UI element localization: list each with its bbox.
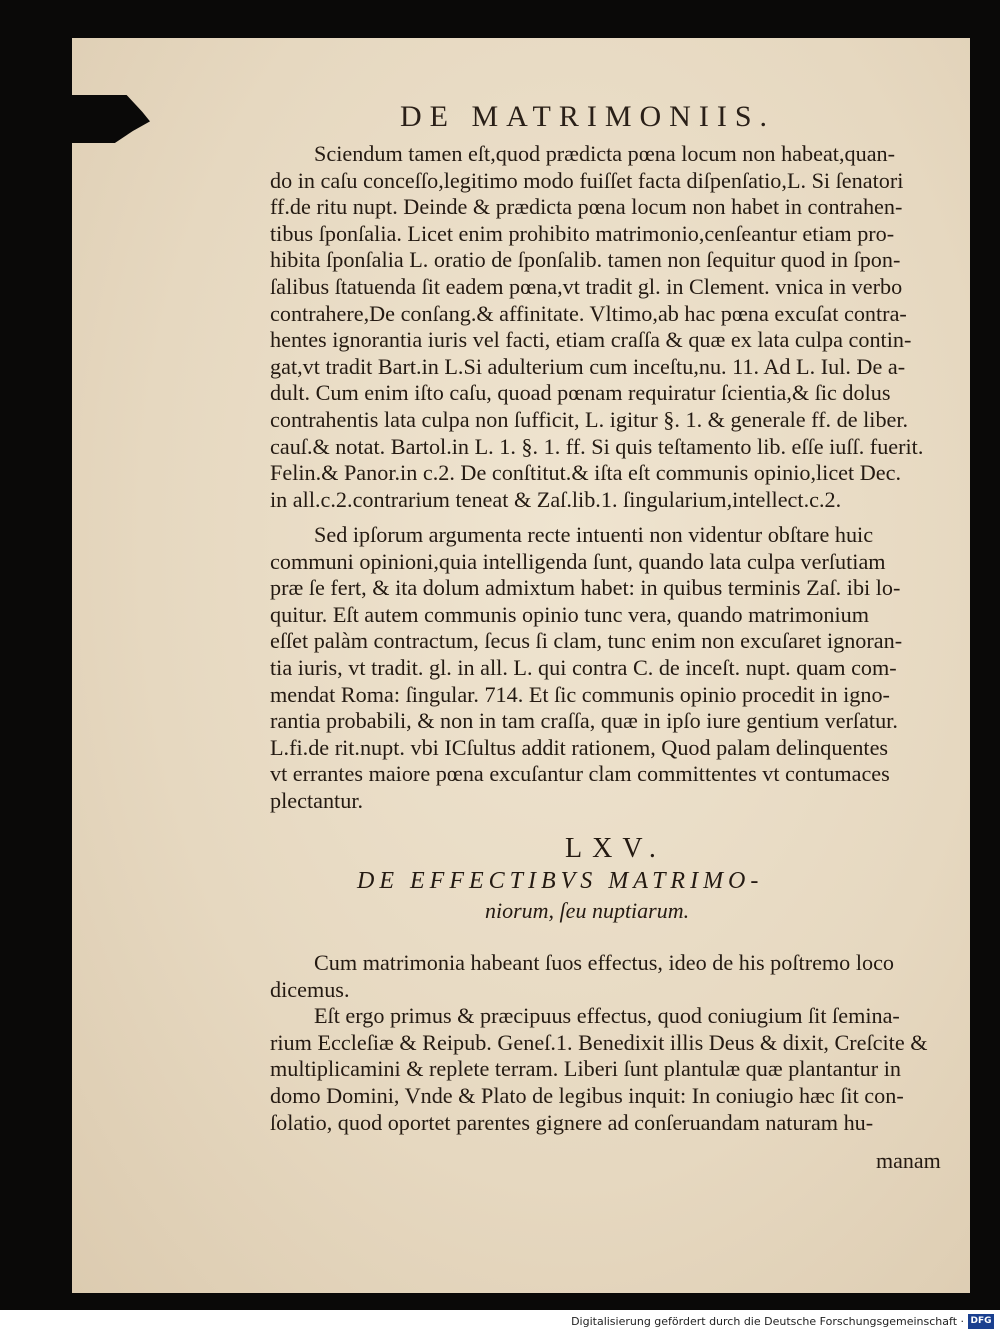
text-line: multiplicamini & replete terram. Liberi ſunt plantulæ quæ plantantur in bbox=[270, 1056, 901, 1082]
paragraph-3 bbox=[270, 950, 960, 1136]
text-line: communi opinioni,quia intelligenda ſunt, quando lata culpa verſutiam bbox=[270, 548, 886, 574]
text-line: mendat Roma: ſingular. 714. Et ſic communis opinio procedit in igno- bbox=[270, 681, 890, 707]
text-line: rantia probabili, & non in tam craſſa, quæ in ipſo iure gentium verſatur. bbox=[270, 708, 898, 734]
text-line: in all.c.2.contrarium teneat & Zaſ.lib.1. ſingularium,intellect.c.2. bbox=[270, 486, 842, 512]
text-line: plectantur. bbox=[270, 787, 364, 813]
chapter-title: DE EFFECTIBVS MATRIMO- bbox=[357, 868, 764, 894]
text-line: dult. Cum enim iſto caſu, quoad pœnam requiratur ſcientia,& ſic dolus bbox=[270, 380, 891, 406]
paragraph-2 bbox=[270, 522, 960, 815]
text-line: L.fi.de rit.nupt. vbi ICſultus addit rationem, Quod palam delinquentes bbox=[270, 734, 889, 760]
text-line: Felin.& Panor.in c.2. De conſtitut.& iſta eſt communis opinio,licet Dec. bbox=[270, 460, 902, 486]
paragraph-1 bbox=[270, 141, 960, 513]
catchword: manam bbox=[876, 1148, 941, 1173]
text-line: Eſt ergo primus & præcipuus effectus, quod coniugium ſit ſemina- bbox=[314, 1003, 900, 1029]
text-line: tibus ſponſalia. Licet enim prohibito matrimonio,cenſeantur etiam pro- bbox=[270, 220, 895, 246]
running-head: DE MATRIMONIIS. bbox=[400, 100, 775, 133]
text-line: cauſ.& notat. Bartol.in L. 1. §. 1. ff. Si quis teſtamento lib. eſſe iuſſ. fuerit. bbox=[270, 433, 924, 459]
dfg-logo: DFG bbox=[968, 1314, 994, 1329]
text-line: ſolatio, quod oportet parentes gignere ad conſeruandam naturam hu- bbox=[270, 1109, 874, 1135]
text-line: do in caſu conceſſo,legitimo modo fuiſſet facta diſpenſatio,L. Si ſenatori bbox=[270, 167, 904, 193]
footer-credit: Digitalisierung gefördert durch die Deutsche Forschungsgemeinschaft · bbox=[571, 1315, 964, 1328]
text-line: contrahentis lata culpa non ſufficit, L. igitur §. 1. & generale ff. de liber. bbox=[270, 406, 909, 432]
text-line: vt errantes maiore pœna excuſantur clam committentes vt contumaces bbox=[270, 761, 890, 787]
text-line: ff.de ritu nupt. Deinde & prædicta pœna locum non habet in contrahen- bbox=[270, 194, 903, 220]
text-line: eſſet palàm contractum, ſecus ſi clam, tunc enim non excuſaret ignoran- bbox=[270, 628, 903, 654]
text-line: Cum matrimonia habeant ſuos effectus, ideo de his poſtremo loco bbox=[314, 950, 895, 975]
text-line: hentes ignorantia iuris vel facti, etiam craſſa & quæ ex lata culpa contin- bbox=[270, 327, 912, 353]
text-line: quitur. Eſt autem communis opinio tunc vera, quando matrimonium bbox=[270, 601, 869, 627]
chapter-number: LXV. bbox=[565, 833, 666, 864]
footer-bar bbox=[0, 1310, 1000, 1335]
text-line: Sciendum tamen eſt,quod prædicta pœna locum non habeat,quan- bbox=[314, 141, 896, 166]
text-line: domo Domini, Vnde & Plato de legibus inquit: In coniugio hæc ſit con- bbox=[270, 1082, 904, 1108]
text-line: Sed ipſorum argumenta recte intuenti non videntur obſtare huic bbox=[314, 522, 874, 547]
text-line: gat,vt tradit Bart.in L.Si adulterium cum inceſtu,nu. 11. Ad L. Iul. De a- bbox=[270, 353, 906, 379]
text-line: tia iuris, vt tradit. gl. in all. L. qui contra C. de inceſt. nupt. quam com- bbox=[270, 654, 897, 680]
text-line: rium Eccleſiæ & Reipub. Geneſ.1. Benedixit illis Deus & dixit, Creſcite & bbox=[270, 1029, 928, 1055]
text-line: hibita ſponſalia L. oratio de ſponſalib. tamen non ſequitur quod in ſpon- bbox=[270, 247, 901, 273]
text-line: contrahere,De conſang.& affinitate. Vltimo,ab hac pœna excuſat contra- bbox=[270, 300, 907, 326]
text-line: dicemus. bbox=[270, 976, 350, 1002]
text-line: ſalibus ſtatuenda ſit eadem pœna,vt tradit gl. in Clement. vnica in verbo bbox=[270, 273, 903, 299]
text-line: præ ſe fert, & ita dolum admixtum habet: in quibus terminis Zaſ. ibi lo- bbox=[270, 575, 901, 601]
chapter-subtitle: niorum, ſeu nuptiarum. bbox=[485, 898, 690, 923]
